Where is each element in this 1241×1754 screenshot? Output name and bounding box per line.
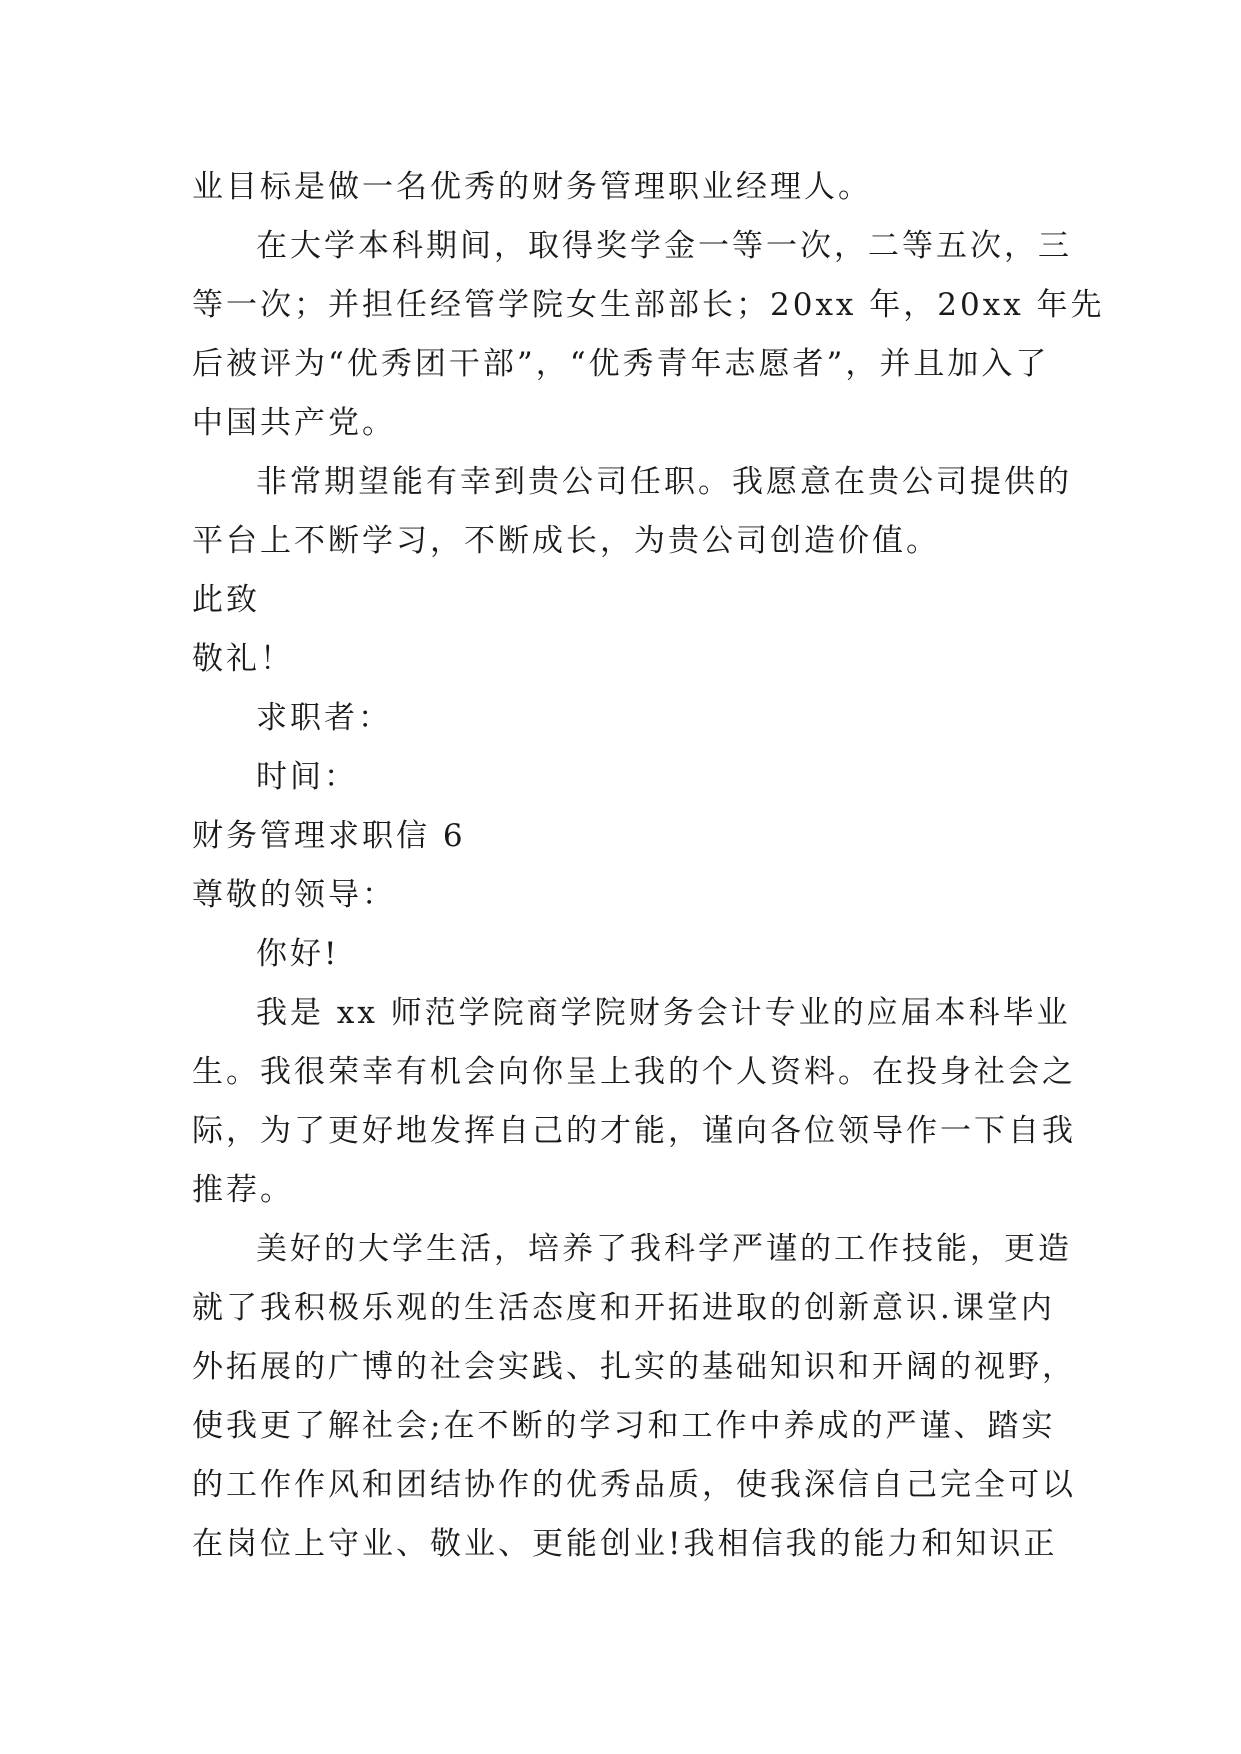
paragraph-start-line: 我是 xx 师范学院商学院财务会计专业的应届本科毕业 <box>256 995 1071 1031</box>
paragraph-start-line: 在大学本科期间，取得奖学金一等一次，二等五次，三 <box>256 228 1072 264</box>
document-body <box>192 158 1105 1574</box>
text-line: 业目标是做一名优秀的财务管理职业经理人。 <box>192 169 872 205</box>
paragraph-start-line: 非常期望能有幸到贵公司任职。我愿意在贵公司提供的 <box>256 464 1072 500</box>
text-line: 平台上不断学习，不断成长，为贵公司创造价值。 <box>192 523 940 559</box>
text-line: 中国共产党。 <box>192 405 396 441</box>
text-line: 的工作作风和团结协作的优秀品质，使我深信自己完全可以 <box>192 1467 1076 1503</box>
letter-greeting: 尊敬的领导： <box>192 877 396 913</box>
text-line: 后被评为“优秀团干部”，“优秀青年志愿者”，并且加入了 <box>192 346 1050 382</box>
section-title: 财务管理求职信 6 <box>192 818 466 854</box>
closing-salutation: 此致 <box>192 582 260 618</box>
text-line: 等一次；并担任经管学院女生部部长；20xx 年，20xx 年先 <box>192 287 1105 323</box>
text-line: 在岗位上守业、敬业、更能创业!我相信我的能力和知识正 <box>192 1526 1058 1562</box>
text-line: 外拓展的广博的社会实践、扎实的基础知识和开阔的视野， <box>192 1349 1076 1385</box>
letter-hello: 你好! <box>256 936 340 972</box>
text-line: 推荐。 <box>192 1172 294 1208</box>
paragraph-start-line: 美好的大学生活，培养了我科学严谨的工作技能，更造 <box>256 1231 1072 1267</box>
date-label: 时间： <box>256 759 358 795</box>
text-line: 生。我很荣幸有机会向你呈上我的个人资料。在投身社会之 <box>192 1054 1076 1090</box>
text-line: 使我更了解社会;在不断的学习和工作中养成的严谨、踏实 <box>192 1408 1056 1444</box>
applicant-signature-label: 求职者： <box>256 700 392 736</box>
text-line: 际，为了更好地发挥自己的才能，谨向各位领导作一下自我 <box>192 1113 1076 1149</box>
closing-regards: 敬礼！ <box>192 641 294 677</box>
text-line: 就了我积极乐观的生活态度和开拓进取的创新意识.课堂内 <box>192 1290 1055 1326</box>
